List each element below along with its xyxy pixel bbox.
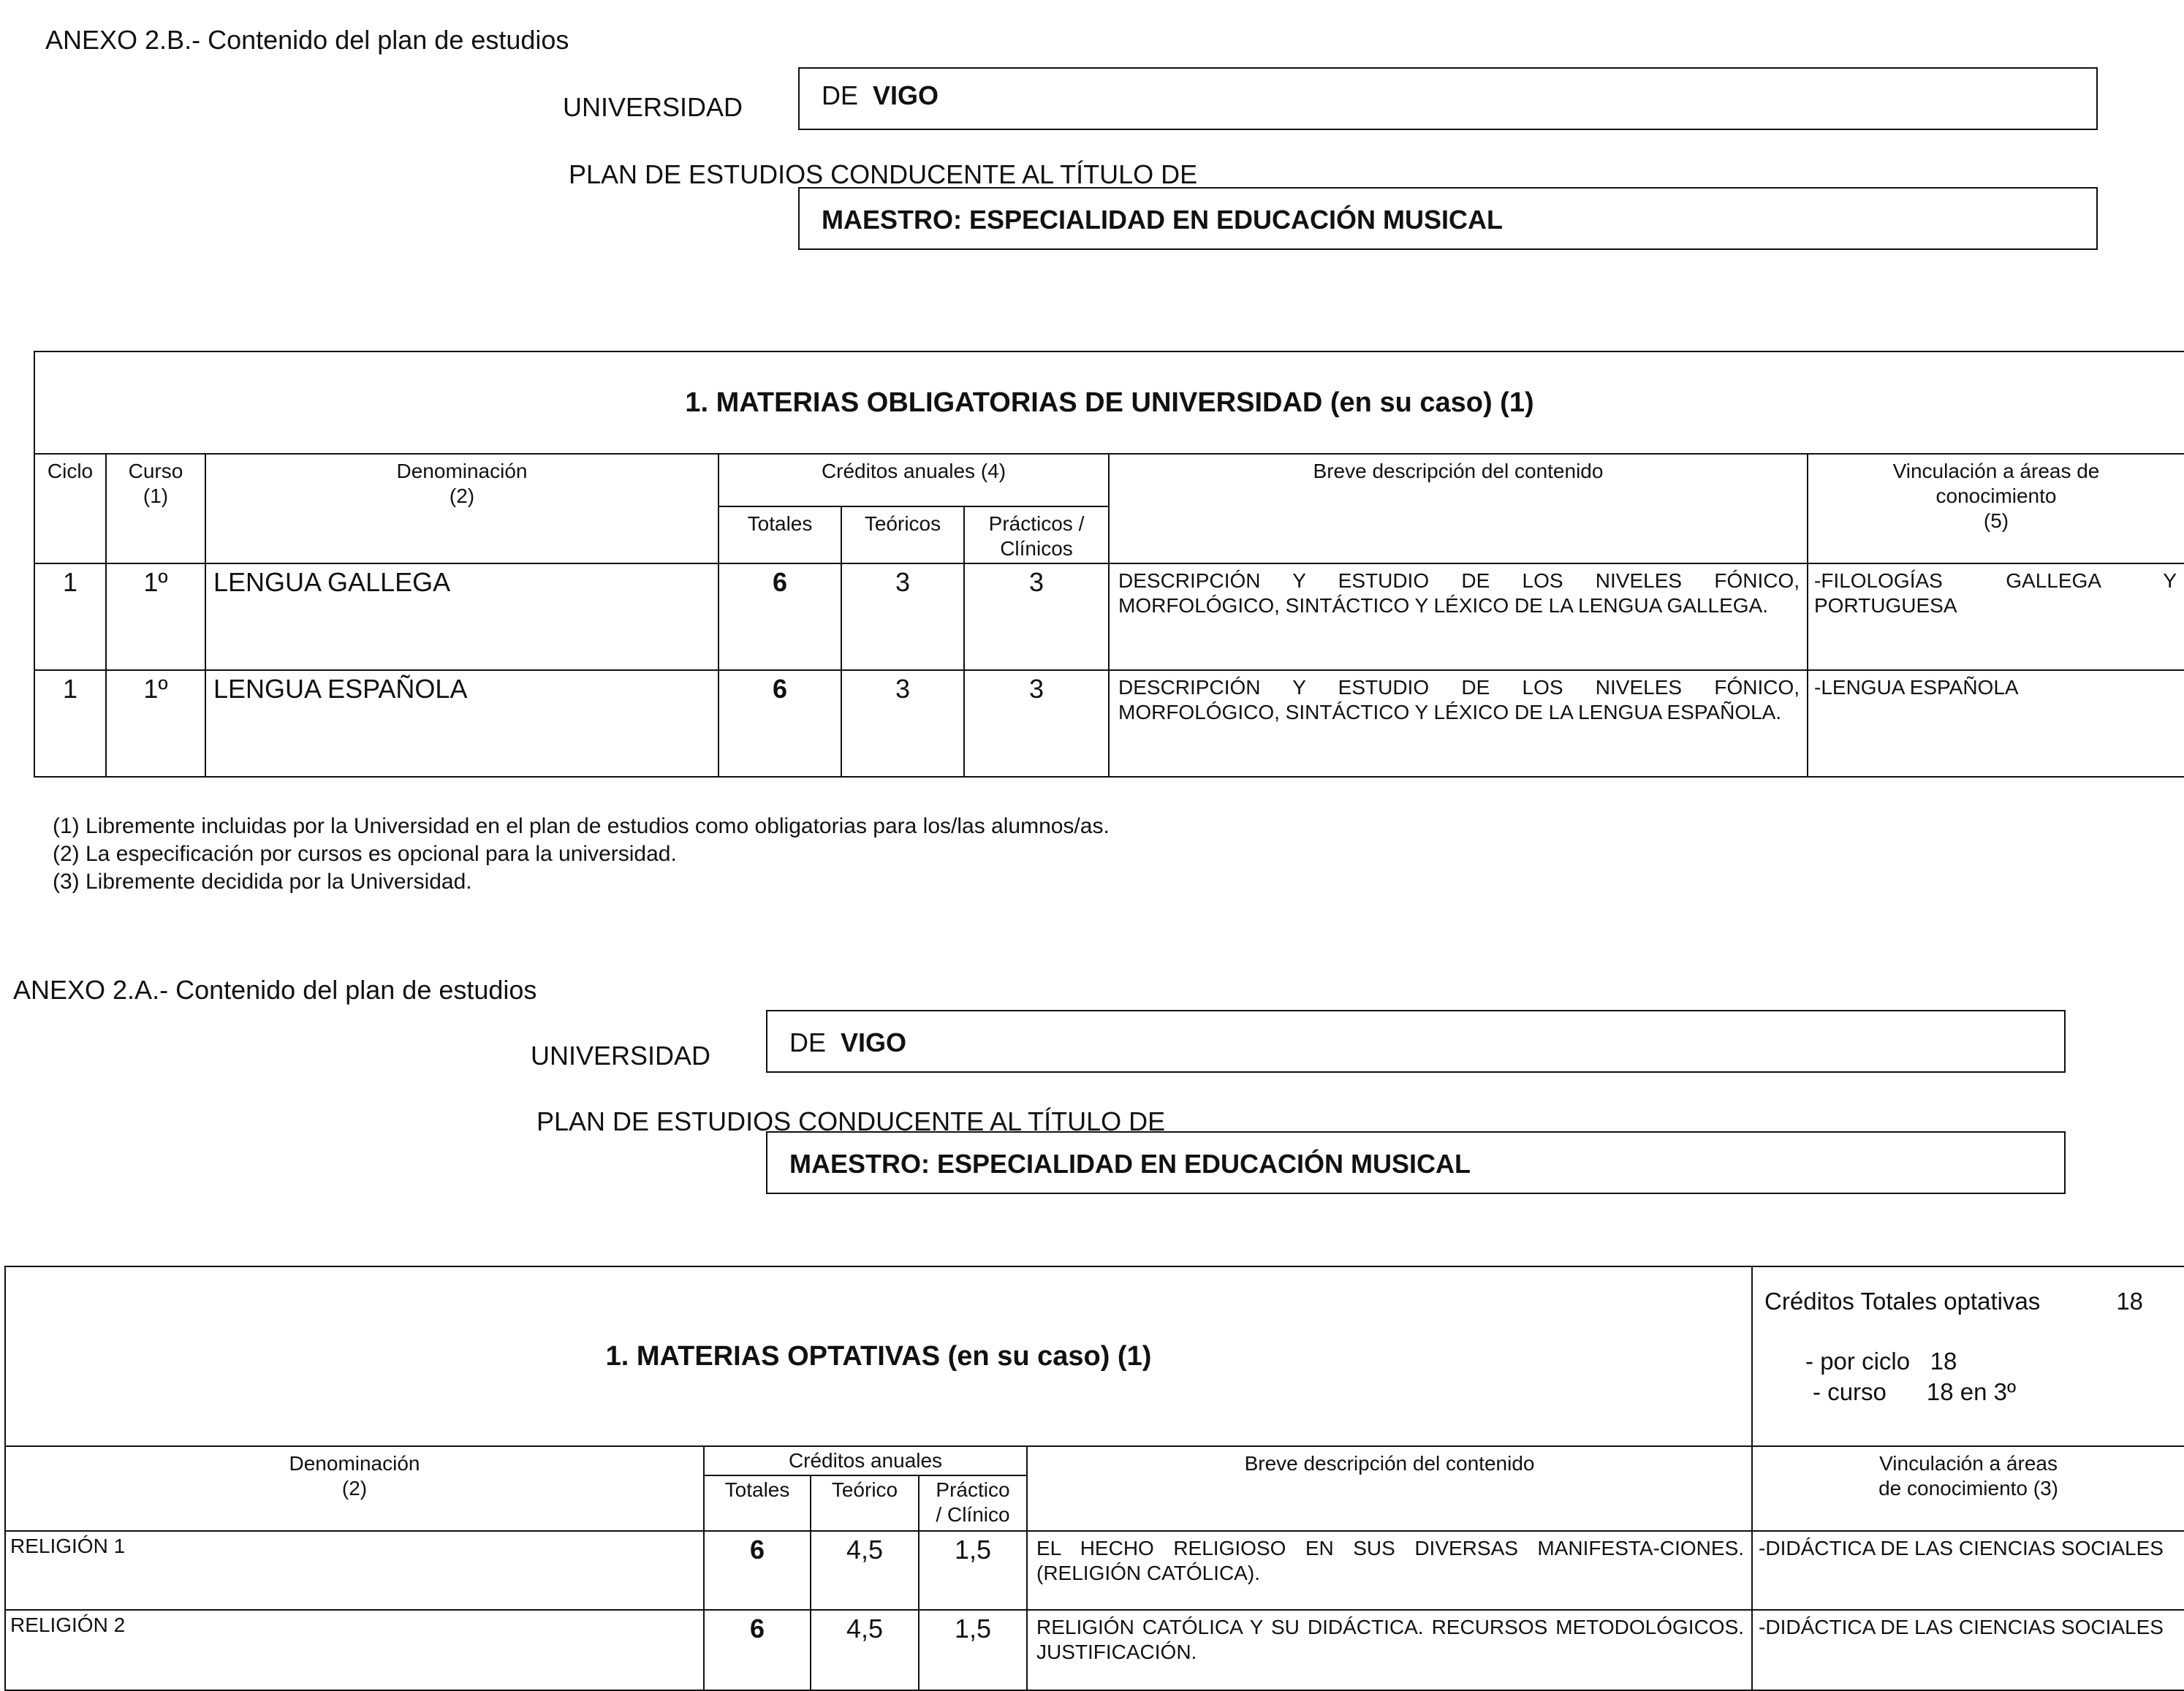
cell-totales: 6 [718,563,841,670]
cell-descripcion: EL HECHO RELIGIOSO EN SUS DIVERSAS MANIFESTA-CIONES. (RELIGIÓN CATÓLICA). [1027,1531,1752,1610]
footnote-3: (3) Libremente decidida por la Universidad. [53,870,472,894]
cell-teorico: 4,5 [811,1610,919,1690]
degree-box [798,187,2098,250]
header-teorico: Teórico [811,1475,919,1531]
table-title: 1. MATERIAS OPTATIVAS (en su caso) (1) [5,1266,1752,1446]
obligatorias-table [34,351,2184,778]
cell-ciclo: 1 [34,563,106,670]
cell-totales: 6 [704,1610,811,1690]
header-denominacion: Denominación (2) [205,454,718,563]
header-descripcion: Breve descripción del contenido [1109,454,1808,563]
university-prefix: DE [789,1027,827,1057]
cell-totales: 6 [718,670,841,777]
header-descripcion: Breve descripción del contenido [1027,1446,1752,1531]
annex-heading: ANEXO 2.B.- Contenido del plan de estudios [45,25,569,55]
cell-descripcion: DESCRIPCIÓN Y ESTUDIO DE LOS NIVELES FÓNICO, MORFOLÓGICO, SINTÁCTICO Y LÉXICO DE LA LENGUA GALLEGA. [1109,563,1808,670]
cell-totales: 6 [704,1531,811,1610]
cell-ciclo: 1 [34,670,106,777]
optativas-table [4,1266,2184,1691]
cell-practicos: 3 [964,563,1109,670]
cell-vinculacion: -DIDÁCTICA DE LAS CIENCIAS SOCIALES [1752,1610,2184,1690]
cell-denominacion: RELIGIÓN 1 [5,1531,704,1610]
table-row [34,563,2184,670]
degree-title: MAESTRO: ESPECIALIDAD EN EDUCACIÓN MUSICAL [789,1149,1471,1179]
header-creditos: Créditos anuales [704,1446,1027,1475]
cell-practicos: 3 [964,670,1109,777]
credits-curso-label: - curso [1813,1378,1887,1405]
credits-ciclo-label: - por ciclo [1805,1348,1911,1375]
cell-denominacion: RELIGIÓN 2 [5,1610,704,1690]
table-row [5,1610,2184,1690]
header-denominacion: Denominación (2) [5,1446,704,1531]
university-box [798,67,2098,130]
header-curso: Curso (1) [106,454,205,563]
header-practico: Práctico / Clínico [919,1475,1027,1531]
university-label: UNIVERSIDAD [563,92,743,122]
header-vinculacion: Vinculación a áreas de conocimiento (5) [1808,454,2184,563]
table-row [34,670,2184,777]
footnote-1: (1) Libremente incluidas por la Universidad en el plan de estudios como obligatorias para los/las alumnos/as. [53,814,1110,838]
cell-vinculacion: -FILOLOGÍAS GALLEGA Y PORTUGUESA [1808,563,2184,670]
cell-descripcion: DESCRIPCIÓN Y ESTUDIO DE LOS NIVELES FÓNICO, MORFOLÓGICO, SINTÁCTICO Y LÉXICO DE LA LENGUA ESPAÑOLA. [1109,670,1808,777]
credits-curso-value: 18 en 3º [1926,1378,2017,1405]
header-practicos: Prácticos / Clínicos [964,506,1109,563]
table-row [5,1531,2184,1610]
footnote-2: (2) La especificación por cursos es opcional para la universidad. [53,842,677,866]
cell-teoricos: 3 [841,670,964,777]
header-totales: Totales [704,1475,811,1531]
header-totales: Totales [718,506,841,563]
table-title: 1. MATERIAS OBLIGATORIAS DE UNIVERSIDAD (en su caso) (1) [34,352,2184,454]
cell-vinculacion: -DIDÁCTICA DE LAS CIENCIAS SOCIALES [1752,1531,2184,1610]
plan-label: PLAN DE ESTUDIOS CONDUCENTE AL TÍTULO DE [536,1106,1166,1136]
university-name: VIGO [841,1027,907,1057]
cell-teorico: 4,5 [811,1531,919,1610]
header-ciclo: Ciclo [34,454,106,563]
degree-box [766,1131,2066,1194]
cell-teoricos: 3 [841,563,964,670]
plan-label: PLAN DE ESTUDIOS CONDUCENTE AL TÍTULO DE [569,159,1198,189]
credits-total-value: 18 [2116,1288,2144,1315]
credits-summary [1752,1266,2184,1446]
cell-descripcion: RELIGIÓN CATÓLICA Y SU DIDÁCTICA. RECURSOS METODOLÓGICOS. JUSTIFICACIÓN. [1027,1610,1752,1690]
annex-heading: ANEXO 2.A.- Contenido del plan de estudios [13,975,537,1005]
degree-title: MAESTRO: ESPECIALIDAD EN EDUCACIÓN MUSICAL [822,205,1504,235]
university-box [766,1010,2066,1073]
cell-practico: 1,5 [919,1531,1027,1610]
university-label: UNIVERSIDAD [531,1041,711,1071]
university-prefix: DE [822,80,859,110]
header-creditos: Créditos anuales (4) [718,454,1109,506]
cell-denominacion: LENGUA GALLEGA [205,563,718,670]
credits-total-label: Créditos Totales optativas [1764,1288,2041,1315]
cell-practico: 1,5 [919,1610,1027,1690]
university-name: VIGO [873,80,939,110]
credits-ciclo-value: 18 [1930,1348,1957,1375]
cell-curso: 1º [106,563,205,670]
cell-curso: 1º [106,670,205,777]
cell-vinculacion: -LENGUA ESPAÑOLA [1808,670,2184,777]
header-vinculacion: Vinculación a áreas de conocimiento (3) [1752,1446,2184,1531]
cell-denominacion: LENGUA ESPAÑOLA [205,670,718,777]
header-teoricos: Teóricos [841,506,964,563]
